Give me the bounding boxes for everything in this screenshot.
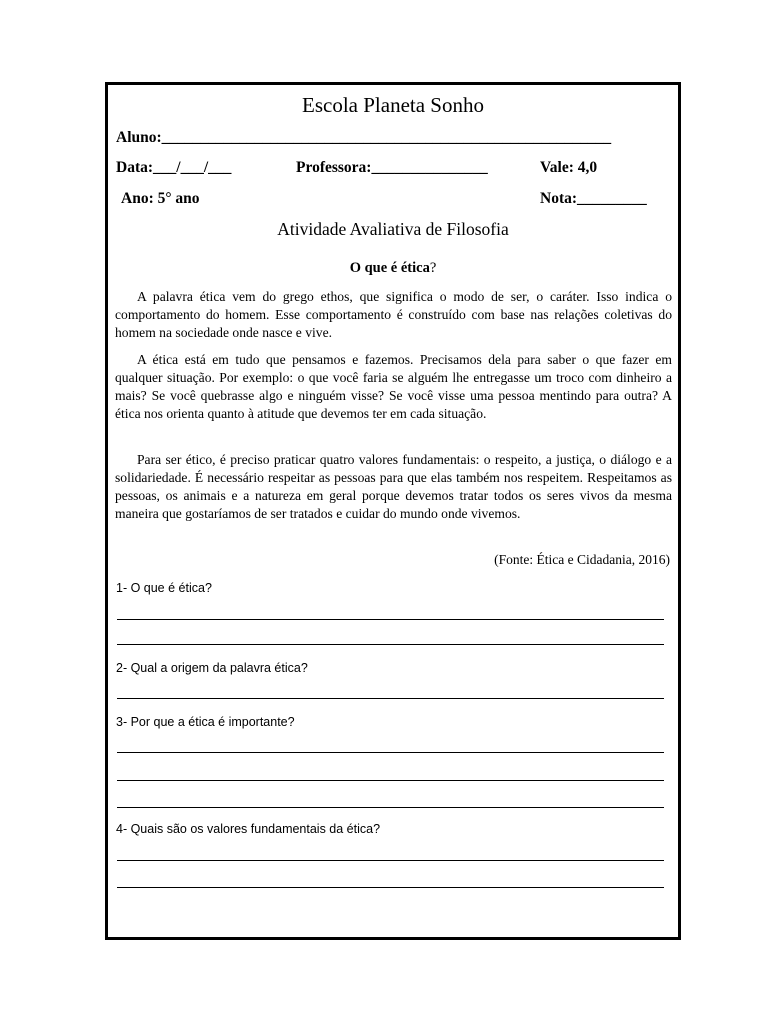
question-4: 4- Quais são os valores fundamentais da ética?: [116, 822, 381, 836]
answer-line[interactable]: [117, 644, 664, 645]
answer-line[interactable]: [117, 860, 664, 861]
text-title-mark: ?: [429, 260, 437, 276]
teacher-field: Professora:_______________: [296, 159, 488, 176]
date-field: Data:___/___/___: [116, 159, 232, 176]
school-year-label: Ano: 5° ano: [121, 190, 200, 207]
text-title-bold: O que é ética: [349, 260, 430, 276]
paragraph-2: A ética está em tudo que pensamos e fazemos. Precisamos dela para saber o que fazer em qualquer situação. Por exemplo: o que você faria se alguém lhe entregasse um troco com dinheiro a mais? Se você quebrasse algo e ninguém visse? Se você visse uma pessoa mentindo para outra? A ética nos orienta quanto à atitude que devemos ter em cada situação.: [115, 352, 672, 421]
question-2: 2- Qual a origem da palavra ética?: [116, 661, 308, 675]
worksheet: [105, 82, 681, 940]
paragraph-3: Para ser ético, é preciso praticar quatro valores fundamentais: o respeito, a justiça, o diálogo e a solidariedade. É necessário respeitar as pessoas para que elas também nos respeitem. Respeitamos as pessoas, os animais e a natureza em geral porque devemos tratar todos os seres vivos da mesma maneira que gostaríamos de ser tratados e cuidar do mundo onde vivemos.: [115, 452, 672, 521]
answer-line[interactable]: [117, 887, 664, 888]
question-1: 1- O que é ética?: [116, 581, 212, 595]
answer-line[interactable]: [117, 698, 664, 699]
student-name-field: Aluno:__________________________________________________________: [116, 129, 612, 146]
answer-line[interactable]: [117, 780, 664, 781]
text-title: [108, 260, 678, 277]
answer-line[interactable]: [117, 752, 664, 753]
school-name: Escola Planeta Sonho: [302, 93, 484, 117]
activity-title: Atividade Avaliativa de Filosofia: [277, 219, 509, 239]
grade-field: Nota:_________: [540, 190, 647, 207]
answer-line[interactable]: [117, 807, 664, 808]
value-label: Vale: 4,0: [540, 159, 598, 176]
paragraph-1: A palavra ética vem do grego ethos, que significa o modo de ser, o caráter. Isso indica o comportamento do homem. Esse comportamento é construído com base nas relações coletivas do homem na sociedade onde nasce e vive.: [115, 289, 672, 340]
source-citation: (Fonte: Ética e Cidadania, 2016): [494, 552, 670, 567]
question-3: 3- Por que a ética é importante?: [116, 715, 295, 729]
answer-line[interactable]: [117, 619, 664, 620]
